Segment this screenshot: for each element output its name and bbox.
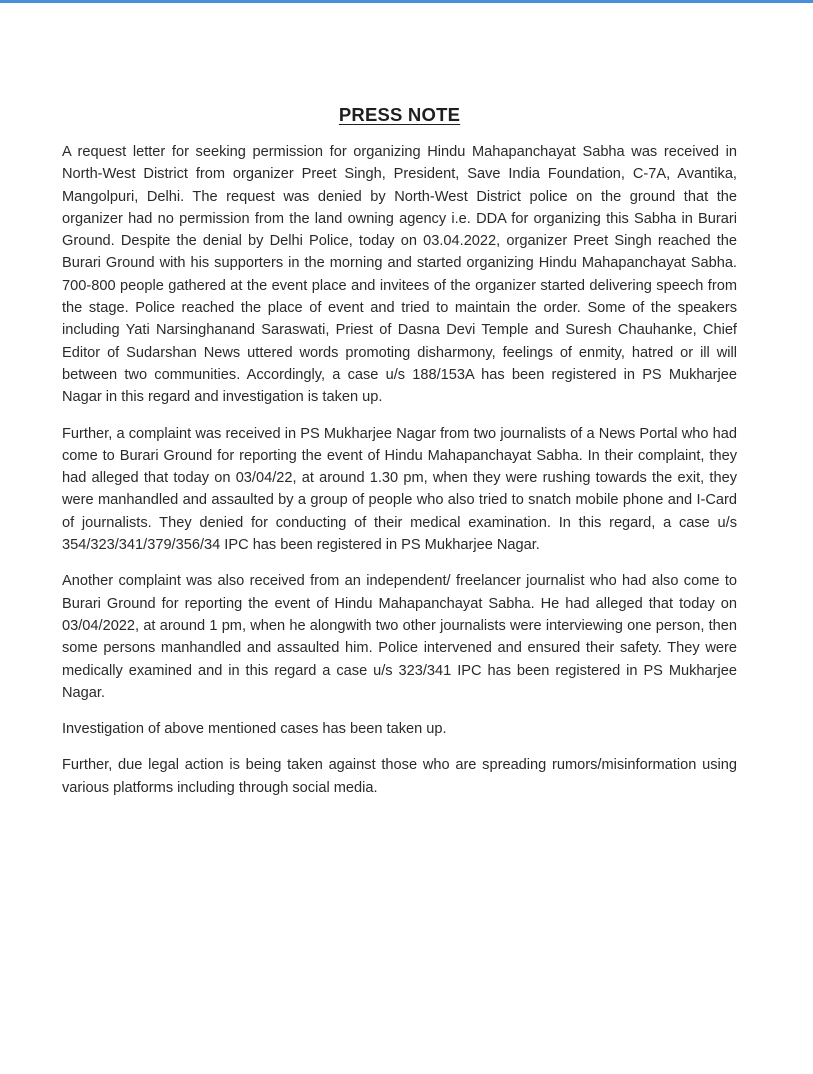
paragraph-investigation: Investigation of above mentioned cases has been taken up.: [62, 721, 447, 738]
paragraph-freelancer-complaint: Another complaint was also received from an independent/ freelancer journalist who had also come to Burari Ground for reporting the event of Hindu Mahapanchayat Sabha. He had alleged that today on 03/04/2022, at around 1 pm, when he alongwith two other journalists were interviewing one person, then some persons manhandled and assaulted him. Police intervened and ensured their safety. They were medically examined and in this regard a case u/s 323/341 IPC has been registered in PS Mukharjee Nagar.: [62, 573, 737, 701]
press-note-document: [62, 104, 737, 813]
paragraph-permission-denied: A request letter for seeking permission for organizing Hindu Mahapanchayat Sabha was received in North-West District from organizer Preet Singh, President, Save India Foundation, C-7A, Avantika, Mangolpuri, Delhi. The request was denied by North-West District police on the ground that the organizer had no permission from the land owning agency i.e. DDA for organizing this Sabha in Burari Ground. Despite the denial by Delhi Police, today on 03.04.2022, organizer Preet Singh reached the Burari Ground with his supporters in the morning and started organizing Hindu Mahapanchayat Sabha. 700-800 people gathered at the event place and invitees of the organizer started delivering speech from the stage. Police reached the place of event and tried to maintain the order. Some of the speakers including Yati Narsinghanand Saraswati, Priest of Dasna Devi Temple and Suresh Chauhanke, Chief Editor of Sudarshan News uttered words promoting disharmony, feelings of enmity, hatred or ill will between two communities. Accordingly, a case u/s 188/153A has been registered in PS Mukharjee Nagar in this regard and investigation is taken up.: [62, 144, 737, 406]
paragraph-legal-action: Further, due legal action is being taken against those who are spreading rumors/misinformation using various platforms including through social media.: [62, 757, 737, 796]
top-accent-bar: [0, 0, 813, 3]
paragraph-journalists-complaint: Further, a complaint was received in PS Mukharjee Nagar from two journalists of a News Portal who had come to Burari Ground for reporting the event of Hindu Mahapanchayat Sabha. In their complaint, they had alleged that today on 03/04/22, at around 1.30 pm, when they were rushing towards the exit, they were manhandled and assaulted by a group of people who also tried to snatch mobile phone and I-Card of journalists. They denied for conducting of their medical examination. In this regard, a case u/s 354/323/341/379/356/34 IPC has been registered in PS Mukharjee Nagar.: [62, 425, 737, 554]
page-title: PRESS NOTE: [338, 104, 461, 125]
